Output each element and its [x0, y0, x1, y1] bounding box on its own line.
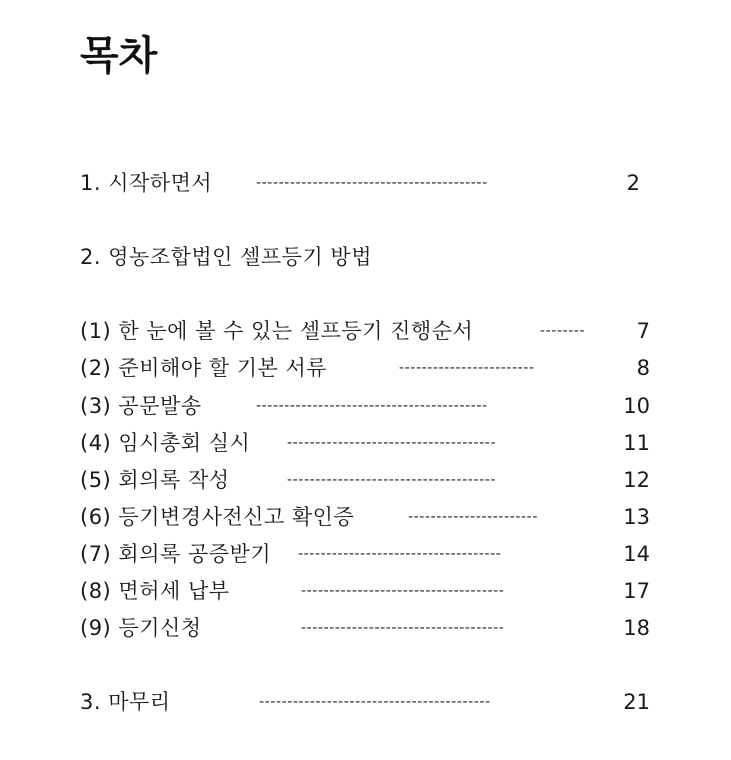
toc-entry-2 [80, 242, 640, 272]
toc-subentry-9 [80, 613, 656, 643]
toc-entry-leader: ------------------------------------- [287, 472, 497, 488]
toc-subentry-6 [80, 502, 656, 532]
toc-title: 목차 [80, 33, 158, 79]
toc-entry-page: 11 [623, 431, 650, 455]
toc-entry-page: 7 [636, 319, 650, 343]
toc-entry-text: (5) 회의록 작성 [80, 468, 230, 492]
toc-entry-text: (9) 등기신청 [80, 616, 202, 640]
toc-subentry-1 [80, 316, 656, 346]
toc-subentry-2 [80, 353, 656, 383]
toc-entry-leader: ------------------------------------- [287, 435, 497, 451]
toc-entry-3 [80, 687, 656, 717]
toc-entry-page: 13 [623, 505, 650, 529]
toc-entry-text: (1) 한 눈에 볼 수 있는 셀프등기 진행순서 [80, 319, 474, 343]
toc-subentry-5 [80, 465, 656, 495]
toc-subentry-7 [80, 539, 656, 569]
toc-entry-leader: ----------------------------------------- [256, 398, 488, 414]
toc-subentry-3 [80, 391, 656, 421]
toc-entry-page: 8 [636, 356, 650, 380]
toc-entry-leader: ------------------------------------ [301, 620, 505, 636]
toc-entry-1 [80, 168, 640, 198]
toc-entry-page: 12 [623, 468, 650, 492]
toc-entry-page: 10 [623, 394, 650, 418]
toc-entry-page: 14 [623, 542, 650, 566]
toc-entry-leader: ------------------------------------ [301, 583, 505, 599]
toc-entry-leader: ------------------------ [399, 360, 535, 376]
toc-entry-text: (2) 준비해야 할 기본 서류 [80, 356, 328, 380]
toc-entry-leader: ------------------------------------ [298, 546, 502, 562]
toc-entry-text: (3) 공문발송 [80, 394, 202, 418]
toc-subentry-4 [80, 428, 656, 458]
toc-entry-text: 1. 시작하면서 [80, 171, 213, 195]
toc-subentry-8 [80, 576, 656, 606]
toc-entry-text: 2. 영농조합법인 셀프등기 방법 [80, 245, 372, 269]
toc-entry-text: 3. 마무리 [80, 690, 171, 714]
toc-entry-text: (8) 면허세 납부 [80, 579, 230, 603]
toc-entry-text: (7) 회의록 공증받기 [80, 542, 272, 566]
toc-entry-page: 17 [623, 579, 650, 603]
toc-entry-leader: ----------------------------------------- [256, 175, 488, 191]
toc-entry-page: 2 [626, 171, 640, 195]
toc-entry-leader: ----------------------- [408, 509, 538, 525]
toc-entry-text: (6) 등기변경사전신고 확인증 [80, 505, 355, 529]
toc-entry-page: 18 [623, 616, 650, 640]
toc-entry-leader: ----------------------------------------- [259, 694, 491, 710]
toc-entry-page: 21 [623, 690, 650, 714]
toc-entry-text: (4) 임시총회 실시 [80, 431, 251, 455]
toc-entry-leader: -------- [540, 323, 586, 339]
